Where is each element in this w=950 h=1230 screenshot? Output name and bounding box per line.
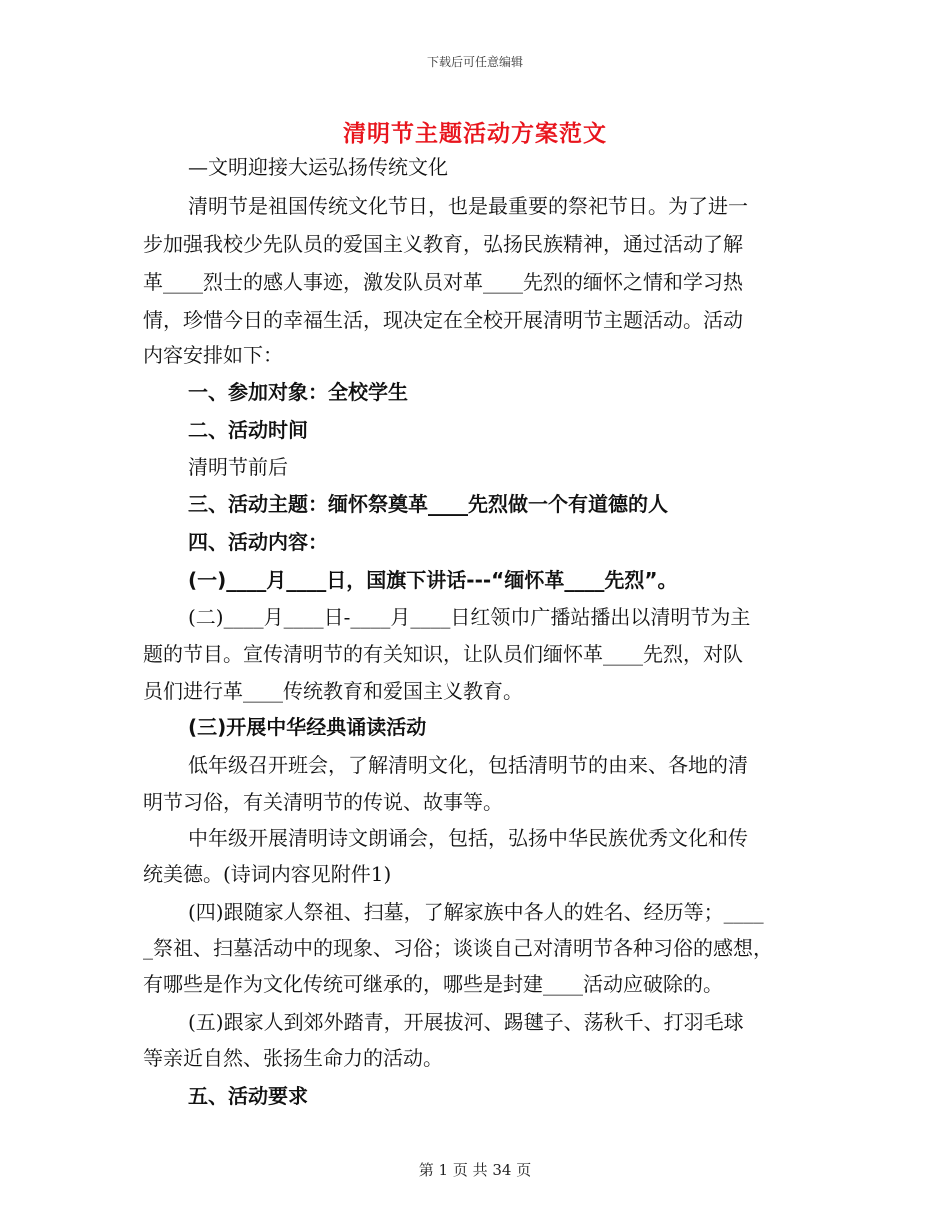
content-item-2-line: 员们进行革____传统教育和爱国主义教育。 — [143, 679, 523, 703]
section-text-time: 清明节前后 — [188, 455, 288, 479]
content-item-3-heading: (三)开展中华经典诵读活动 — [188, 715, 427, 739]
content-item-3-paragraph-line: 中年级开展清明诗文朗诵会，包括，弘扬中华民族优秀文化和传 — [188, 826, 748, 850]
section-heading-time: 二、活动时间 — [188, 418, 308, 442]
section-heading-content: 四、活动内容： — [188, 530, 328, 554]
document-subtitle: —文明迎接大运弘扬传统文化 — [188, 155, 448, 179]
content-item-4-line: _祭祖、扫墓活动中的现象、习俗；谈谈自己对清明节各种习俗的感想， — [143, 936, 773, 960]
content-item-3-paragraph-line: 明节习俗，有关清明节的传说、故事等。 — [143, 790, 503, 814]
intro-line: 情，珍惜今日的幸福生活，现决定在全校开展清明节主题活动。活动 — [143, 308, 743, 332]
content-item-5-line: 等亲近自然、张扬生命力的活动。 — [143, 1046, 443, 1070]
section-heading-theme: 三、活动主题：缅怀祭奠革____先烈做一个有道德的人 — [188, 492, 668, 516]
content-item-4-line: 有哪些是作为文化传统可继承的，哪些是封建____活动应破除的。 — [143, 972, 723, 996]
intro-line: 步加强我校少先队员的爱国主义教育，弘扬民族精神，通过活动了解 — [143, 232, 743, 256]
content-item-3-paragraph-line: 低年级召开班会，了解清明文化，包括清明节的由来、各地的清 — [188, 753, 748, 777]
document-title: 清明节主题活动方案范文 — [343, 121, 607, 147]
page-header-note: 下载后可任意编辑 — [426, 55, 523, 69]
intro-line: 清明节是祖国传统文化节日，也是最重要的祭祀节日。为了进一 — [188, 194, 748, 218]
content-item-2-line: 题的节目。宣传清明节的有关知识，让队员们缅怀革____先烈，对队 — [143, 642, 743, 666]
intro-line: 革____烈士的感人事迹，激发队员对革____先烈的缅怀之情和学习热 — [143, 270, 743, 294]
content-item-5-line: (五)跟家人到郊外踏青，开展拔河、踢毽子、荡秋千、打羽毛球 — [188, 1010, 744, 1034]
page-footer-number: 第 1 页 共 34 页 — [418, 1161, 532, 1179]
content-item-2-line: (二)____月____日-____月____日红领巾广播站播出以清明节为主 — [188, 605, 751, 629]
content-item-3-paragraph-line: 统美德。(诗词内容见附件1) — [143, 862, 392, 886]
section-heading-participants: 一、参加对象：全校学生 — [188, 380, 408, 404]
content-item-4-line: (四)跟随家人祭祖、扫墓，了解家族中各人的姓名、经历等；____ — [188, 900, 764, 924]
content-item-1: (一)____月____日，国旗下讲话---“缅怀革____先烈”。 — [188, 568, 678, 592]
intro-line: 内容安排如下： — [143, 343, 283, 367]
section-heading-requirements: 五、活动要求 — [188, 1084, 308, 1108]
